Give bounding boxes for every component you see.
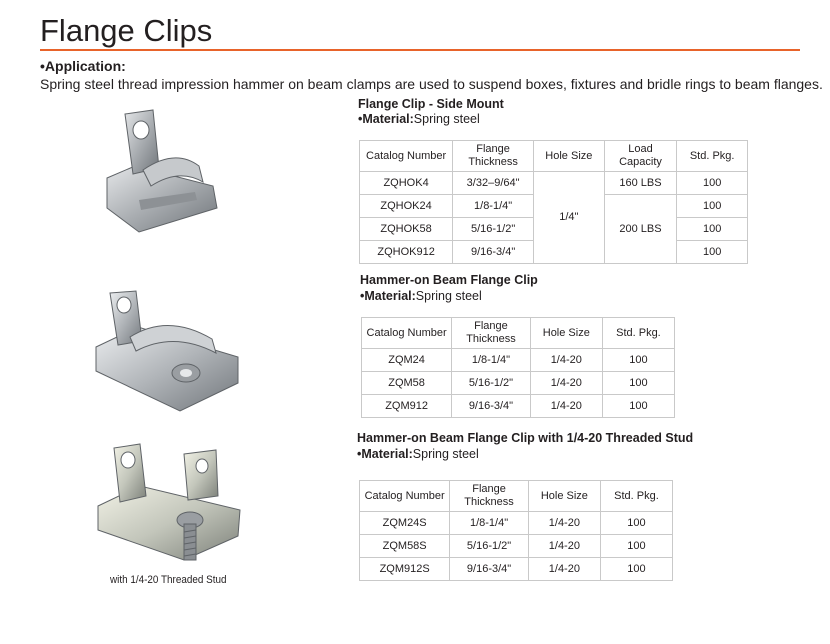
cell-hole-size: 1/4-20	[530, 372, 602, 395]
cell-pkg: 100	[600, 558, 672, 581]
cell-pkg: 100	[677, 172, 748, 195]
cell-catalog: ZQHOK24	[360, 195, 453, 218]
cell-thickness: 9/16-3/4"	[453, 241, 534, 264]
title-rule	[40, 49, 800, 51]
table-row	[360, 512, 673, 535]
col-header: Std. Pkg.	[600, 481, 672, 512]
cell-thickness: 1/8-1/4"	[453, 195, 534, 218]
cell-catalog: ZQM912S	[360, 558, 450, 581]
side-mount-clip-image	[95, 108, 235, 238]
col-header: Std. Pkg.	[602, 318, 674, 349]
cell-thickness: 9/16-3/4"	[452, 395, 531, 418]
table-header-row	[360, 481, 673, 512]
cell-thickness: 5/16-1/2"	[452, 372, 531, 395]
hammer-on-clip-image	[88, 287, 248, 417]
cell-thickness: 1/8-1/4"	[452, 349, 531, 372]
cell-pkg: 100	[600, 512, 672, 535]
table-hammer-on	[361, 317, 675, 418]
cell-hole-size: 1/4-20	[528, 558, 600, 581]
section-title-threaded-stud: Hammer-on Beam Flange Clip with 1/4-20 Threaded Stud	[357, 431, 694, 445]
table-threaded-stud	[359, 480, 673, 581]
material-label: •Material:	[360, 289, 416, 303]
table-row	[362, 349, 675, 372]
section-material-threaded-stud	[357, 447, 479, 461]
application-text: Spring steel thread impression hammer on beam clamps are used to suspend boxes, fixtures and bridle rings to beam flanges.	[40, 76, 823, 92]
cell-hole-size: 1/4-20	[530, 349, 602, 372]
table-row	[360, 172, 748, 195]
cell-thickness: 1/8-1/4"	[450, 512, 529, 535]
material-label: •Material:	[357, 447, 413, 461]
cell-hole-size: 1/4"	[534, 172, 605, 264]
cell-load: 200 LBS	[604, 195, 677, 264]
col-header: Catalog Number	[360, 481, 450, 512]
table-row	[362, 395, 675, 418]
cell-pkg: 100	[677, 218, 748, 241]
col-header: Catalog Number	[360, 141, 453, 172]
section-material-hammer-on	[360, 289, 482, 303]
cell-pkg: 100	[677, 241, 748, 264]
col-header: Flange Thickness	[450, 481, 529, 512]
table-header-row	[360, 141, 748, 172]
page-title: Flange Clips	[40, 13, 213, 48]
section-title-side-mount: Flange Clip - Side Mount	[358, 97, 504, 111]
table-side-mount	[359, 140, 748, 264]
cell-pkg: 100	[602, 372, 674, 395]
table-row	[360, 558, 673, 581]
cell-pkg: 100	[602, 349, 674, 372]
table-row	[360, 535, 673, 558]
cell-thickness: 5/16-1/2"	[450, 535, 529, 558]
col-header: Std. Pkg.	[677, 141, 748, 172]
image-caption: with 1/4-20 Threaded Stud	[110, 574, 227, 586]
application-label: •Application:	[40, 58, 126, 74]
cell-hole-size: 1/4-20	[528, 512, 600, 535]
material-value: Spring steel	[415, 289, 482, 303]
threaded-stud-clip-image	[88, 440, 248, 570]
material-label: •Material:	[358, 112, 414, 126]
cell-catalog: ZQM58	[362, 372, 452, 395]
cell-catalog: ZQM912	[362, 395, 452, 418]
cell-hole-size: 1/4-20	[528, 535, 600, 558]
cell-hole-size: 1/4-20	[530, 395, 602, 418]
material-value: Spring steel	[412, 447, 479, 461]
cell-pkg: 100	[602, 395, 674, 418]
col-header: Hole Size	[534, 141, 605, 172]
col-header: Load Capacity	[604, 141, 677, 172]
col-header: Catalog Number	[362, 318, 452, 349]
cell-catalog: ZQM24	[362, 349, 452, 372]
cell-catalog: ZQM58S	[360, 535, 450, 558]
col-header: Flange Thickness	[452, 318, 531, 349]
col-header: Hole Size	[528, 481, 600, 512]
col-header: Hole Size	[530, 318, 602, 349]
col-header: Flange Thickness	[453, 141, 534, 172]
section-material-side-mount	[358, 112, 480, 126]
cell-catalog: ZQHOK58	[360, 218, 453, 241]
cell-load: 160 LBS	[604, 172, 677, 195]
table-row	[362, 372, 675, 395]
cell-pkg: 100	[600, 535, 672, 558]
cell-pkg: 100	[677, 195, 748, 218]
material-value: Spring steel	[413, 112, 480, 126]
cell-catalog: ZQHOK4	[360, 172, 453, 195]
cell-catalog: ZQHOK912	[360, 241, 453, 264]
cell-thickness: 5/16-1/2"	[453, 218, 534, 241]
cell-catalog: ZQM24S	[360, 512, 450, 535]
cell-thickness: 9/16-3/4"	[450, 558, 529, 581]
table-header-row	[362, 318, 675, 349]
cell-thickness: 3/32–9/64"	[453, 172, 534, 195]
section-title-hammer-on: Hammer-on Beam Flange Clip	[360, 273, 538, 287]
